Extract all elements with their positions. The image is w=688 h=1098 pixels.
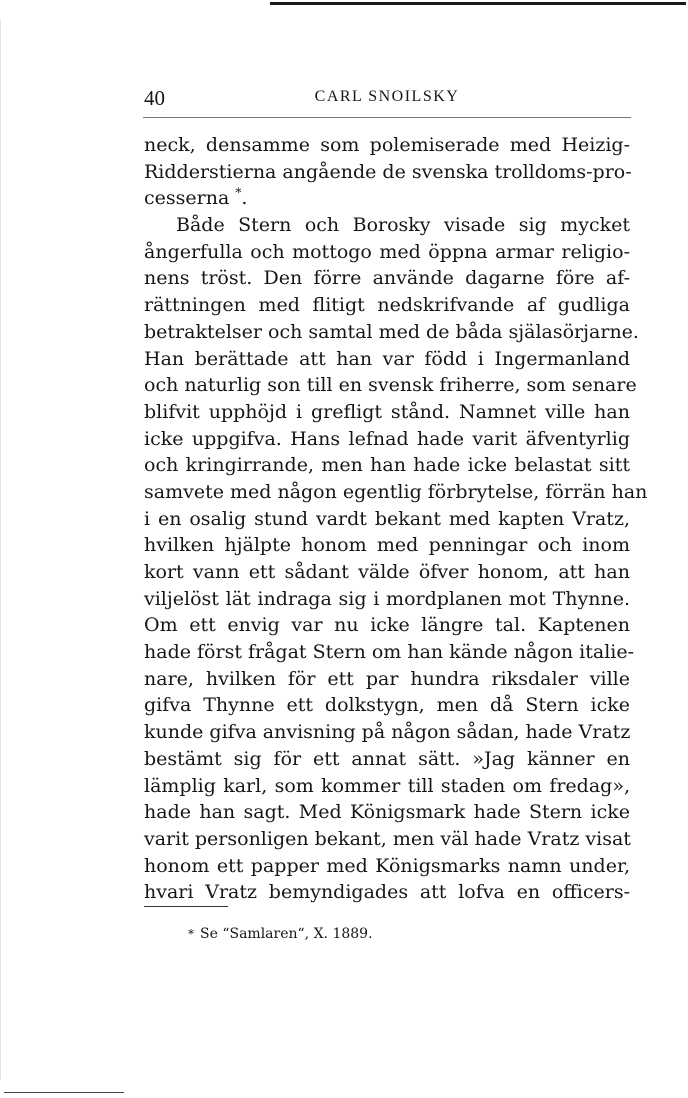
text-line-paragraph-start: Både Stern och Borosky visade sig mycket (176, 214, 630, 237)
text-line: neck, densamme som polemiserade med Heizig- (144, 134, 630, 156)
text-line: viljelöst lät indraga sig i mordplanen mot Thynne. (144, 587, 630, 610)
text-line: ångerfulla och mottogo med öppna armar religio- (144, 240, 630, 263)
running-head: CARL SNOILSKY (314, 88, 460, 105)
text-line: bestämt sig för ett annat sätt. »Jag känner en (144, 747, 630, 770)
body-text (144, 132, 648, 906)
text-line: hvilken hjälpte honom med penningar och inom (144, 534, 630, 557)
page-bottom-edge (4, 1092, 124, 1093)
text-line: betraktelser och samtal med de båda själasörjarne. (144, 320, 639, 343)
page-left-edge (0, 20, 1, 1080)
text-line: och naturlig son till en svensk friherre, som senare (144, 374, 637, 397)
text-line: Om ett envig var nu icke längre tal. Kaptenen (144, 614, 630, 637)
text-line (144, 185, 630, 212)
text-line: kort vann ett sådant välde öfver honom, att han (144, 561, 630, 583)
text-line: rättningen med flitigt nedskrifvande af gudliga (144, 294, 630, 317)
text-line: Ridderstierna angående de svenska trolldoms-pro- (144, 160, 632, 183)
page-number: 40 (144, 86, 165, 110)
footnote-rule (144, 906, 228, 907)
text-line: i en osalig stund vardt bekant med kapten Vratz, (144, 507, 630, 530)
footnote-mark: * (188, 927, 194, 941)
text-line: Han berättade att han var född i Ingermanland (144, 347, 630, 370)
text-line: kunde gifva anvisning på någon sådan, hade Vratz (144, 721, 631, 744)
footnote (188, 926, 373, 942)
header-rule (143, 117, 631, 118)
text-line: hvari Vratz bemyndigades att lofva en officers- (144, 881, 630, 904)
text-line: samvete med någon egentlig förbrytelse, förrän han (144, 480, 648, 503)
text-line: blifvit upphöjd i grefligt stånd. Namnet ville han (144, 400, 630, 423)
text-line: icke uppgifva. Hans lefnad hade varit äfventyrlig (144, 427, 630, 450)
text-line: honom ett papper med Königsmarks namn under, (144, 854, 630, 877)
top-border-rule (270, 2, 686, 5)
text-line: hade först frågat Stern om han kände någon italie- (144, 641, 635, 664)
text-line: hade han sagt. Med Königsmark hade Stern icke (144, 801, 630, 824)
text-line-content: cesserna (144, 187, 230, 210)
footnote-reference: * (235, 186, 242, 201)
text-line: gifva Thynne ett dolkstygn, men då Stern icke (144, 694, 630, 717)
text-line: nare, hvilken för ett par hundra riksdaler ville (144, 667, 630, 690)
text-line: varit personligen bekant, men väl hade Vratz visat (144, 827, 631, 850)
text-line: och kringirrande, men han hade icke belastat sitt (144, 454, 630, 477)
text-line: nens tröst. Den förre använde dagarne före af- (144, 267, 630, 290)
page-header (144, 86, 630, 114)
footnote-text: Se “Samlaren“, X. 1889. (200, 926, 373, 942)
text-line: lämplig karl, som kommer till staden om fredag», (144, 774, 630, 797)
text-line-punctuation: . (241, 187, 248, 210)
